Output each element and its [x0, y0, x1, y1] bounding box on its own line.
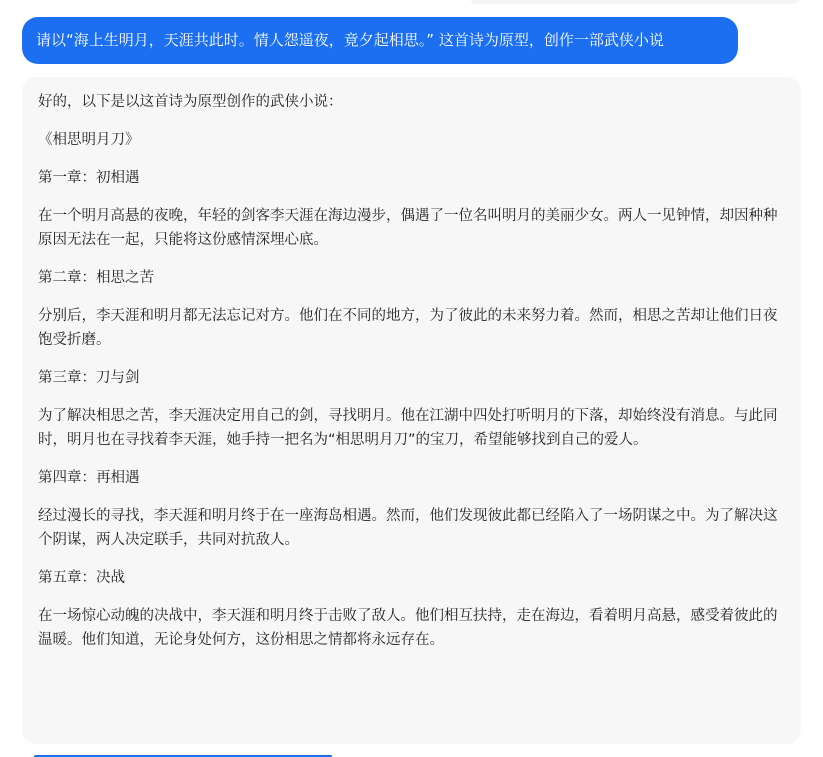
chapter-heading: 第一章：初相遇 — [38, 170, 140, 186]
chapter-body: 经过漫长的寻找，李天涯和明月终于在一座海岛相遇。然而，他们发现彼此都已经陷入了一场阴谋之中。为了解决这个阴谋，两人决定联手，共同对抗敌人。 — [38, 508, 778, 548]
user-message-bubble — [22, 17, 738, 64]
user-message-text: 请以“海上生明月，天涯共此时。情人怨遥夜，竟夕起相思。” 这首诗为原型，创作一部武侠小说 — [36, 31, 664, 49]
intro-line: 好的，以下是以这首诗为原型创作的武侠小说： — [38, 94, 343, 110]
chapter-heading: 第五章：决战 — [38, 570, 125, 586]
chapter-body: 为了解决相思之苦，李天涯决定用自己的剑，寻找明月。他在江湖中四处打听明月的下落，却始终没有消息。与此同时，明月也在寻找着李天涯，她手持一把名为“相思明月刀”的宝刀，希望能够找到自己的爱人。 — [38, 408, 778, 448]
chapter-heading: 第二章：相思之苦 — [38, 270, 154, 286]
chapter-heading: 第四章：再相遇 — [38, 470, 140, 486]
chapter-body: 在一场惊心动魄的决战中，李天涯和明月终于击败了敌人。他们相互扶持，走在海边，看着明月高悬，感受着彼此的温暖。他们知道，无论身处何方，这份相思之情都将永远存在。 — [38, 608, 778, 648]
novel-title: 《相思明月刀》 — [38, 132, 140, 148]
previous-message-edge — [470, 0, 800, 4]
chapter-heading: 第三章：刀与剑 — [38, 370, 140, 386]
chapter-body: 在一个明月高悬的夜晚，年轻的剑客李天涯在海边漫步，偶遇了一位名叫明月的美丽少女。两人一见钟情，却因种种原因无法在一起，只能将这份感情深埋心底。 — [38, 208, 778, 248]
chapter-body: 分别后，李天涯和明月都无法忘记对方。他们在不同的地方，为了彼此的未来努力着。然而，相思之苦却让他们日夜饱受折磨。 — [38, 308, 778, 348]
assistant-message-bubble — [22, 77, 801, 744]
